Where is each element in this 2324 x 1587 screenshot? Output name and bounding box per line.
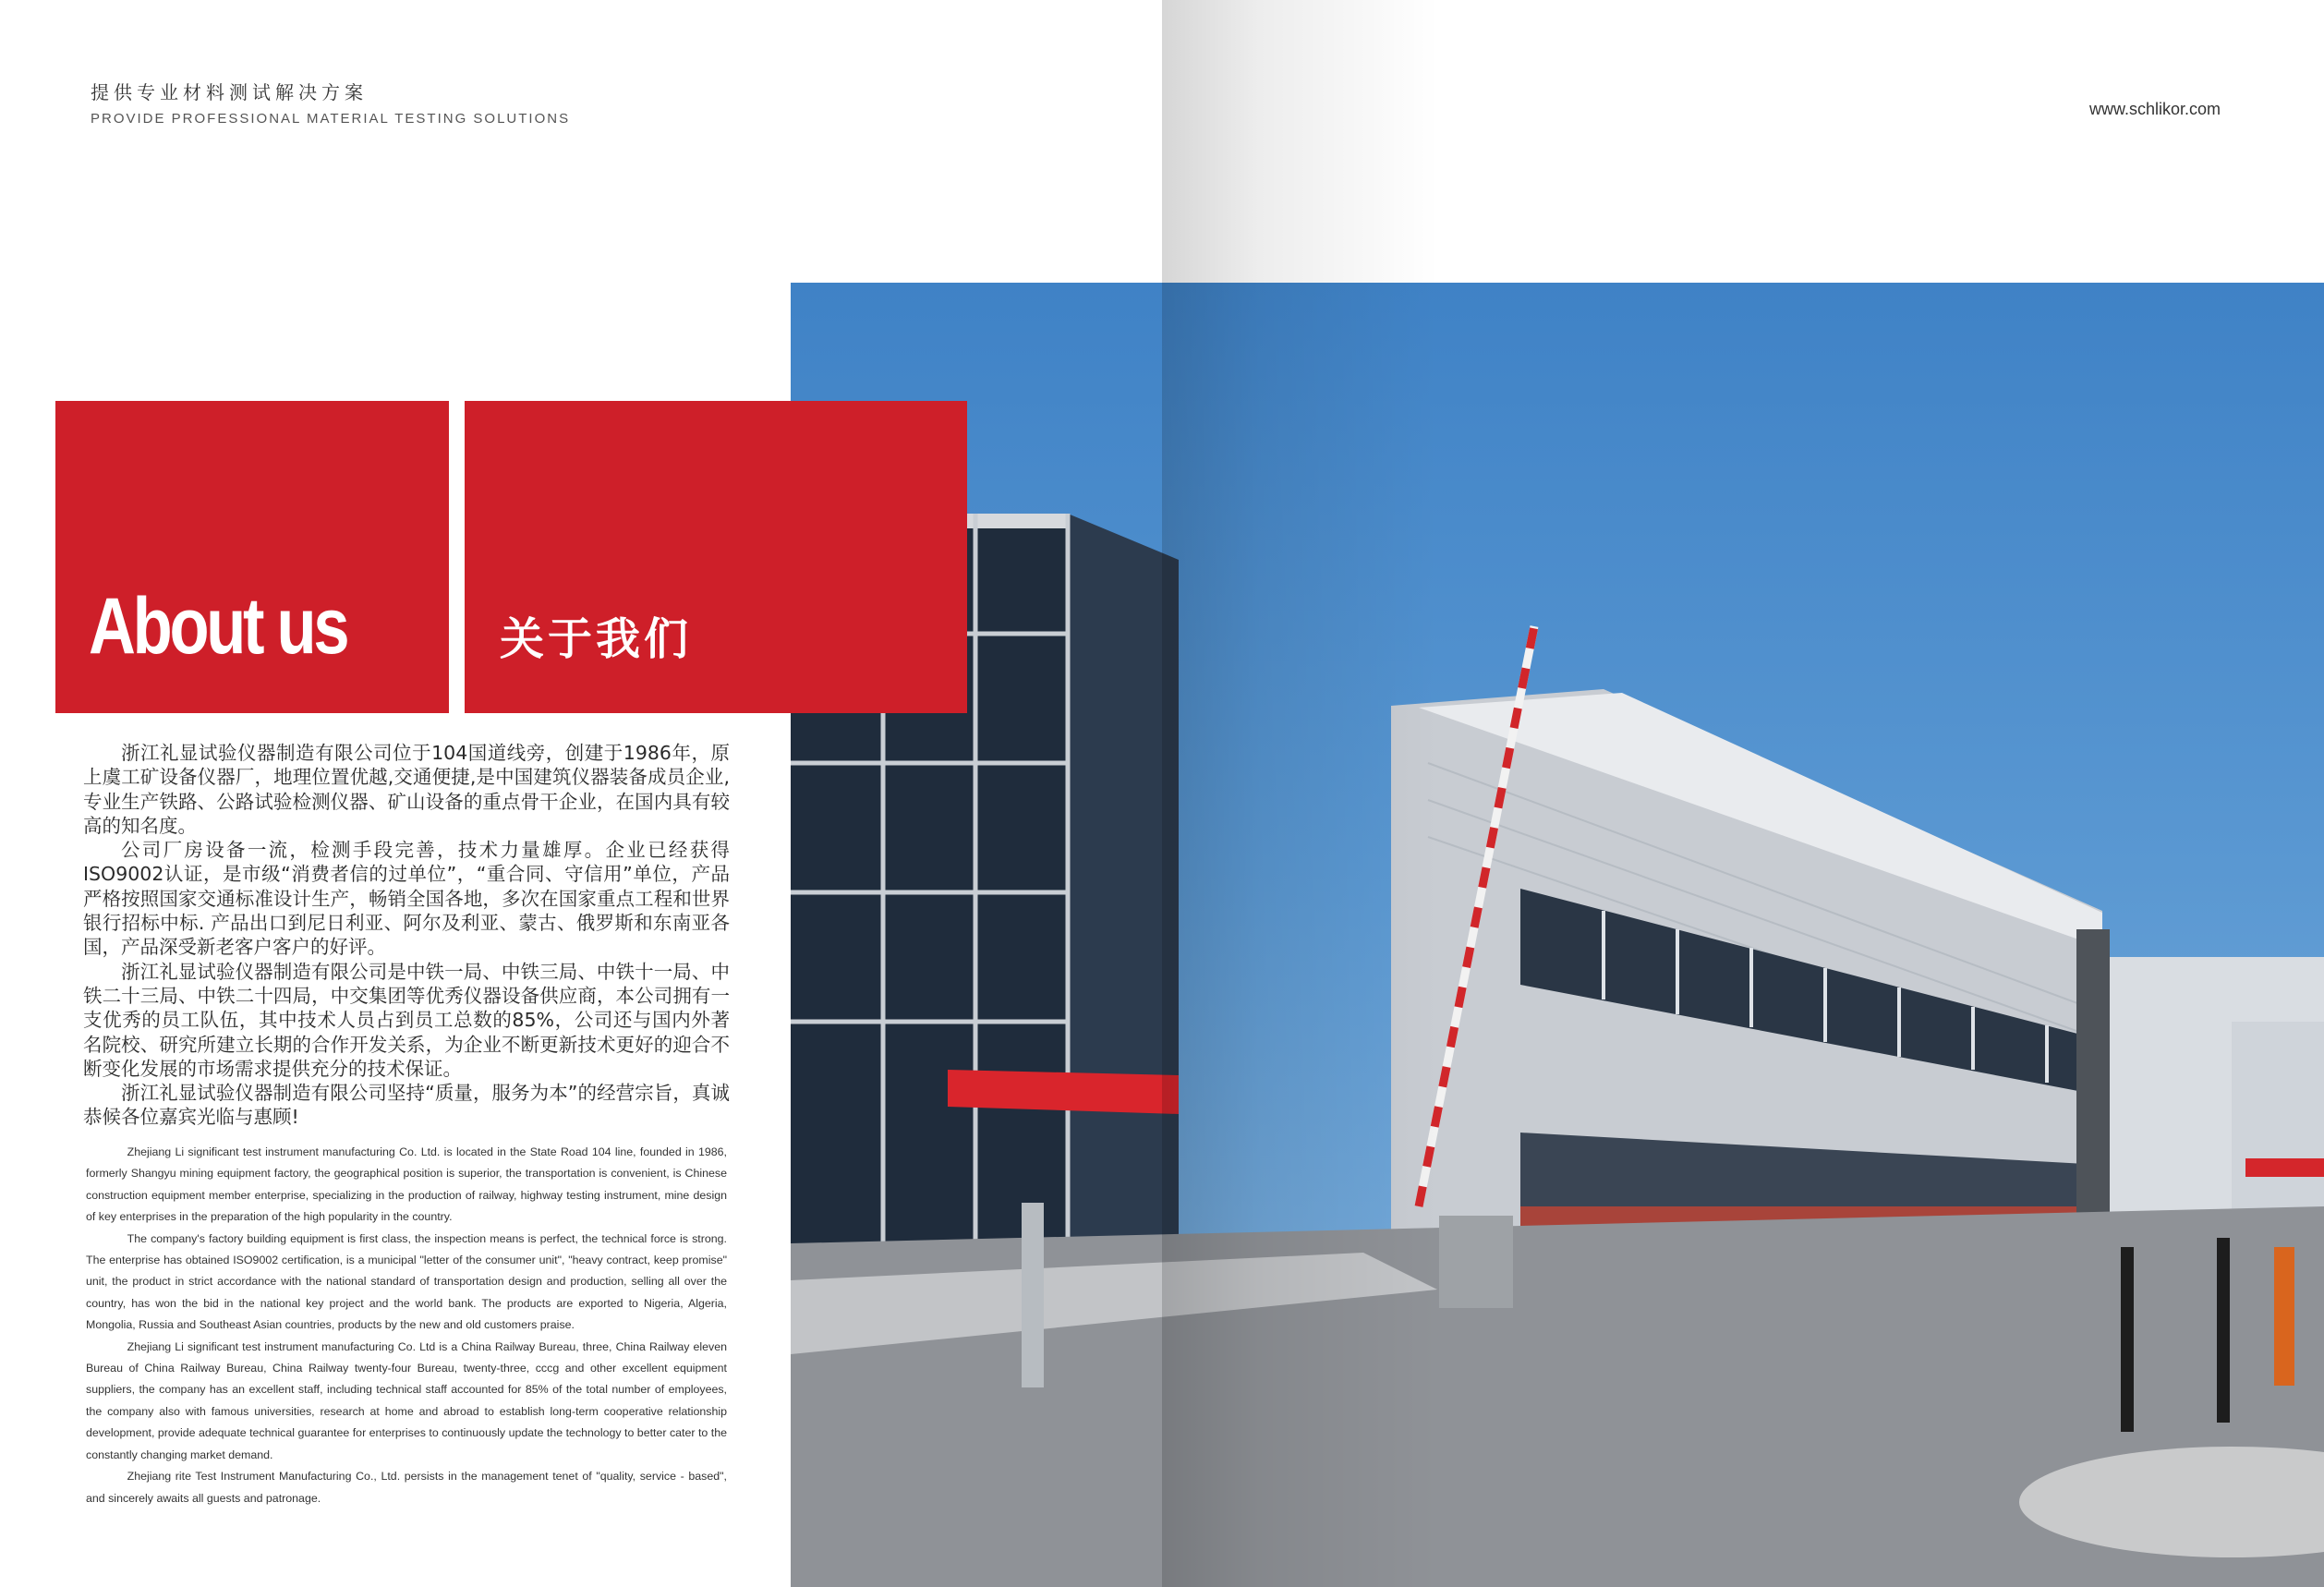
title-en: About us xyxy=(89,582,347,671)
tagline-cn: 提供专业材料测试解决方案 xyxy=(91,81,368,103)
body-en-paragraph: Zhejiang Li significant test instrument manufacturing Co. Ltd is a China Railway Bureau, three, China Railway eleven Bureau of China Railway Bureau, China Railway twenty-four Bureau, twenty-three, cccg and other excellent equipment suppliers, the company has an excellent staff, including technical staff accounted for 85% of the total number of employees, the company also with famous universities, research at home and abroad to establish long-term cooperative relationship development, provide adequate technical guarantee for enterprises to continuously update the technology to better cater to the constantly changing market demand. xyxy=(86,1339,727,1461)
website-link[interactable]: www.schlikor.com xyxy=(2089,100,2221,118)
building-photo xyxy=(791,283,2324,1587)
body-en-paragraph: Zhejiang rite Test Instrument Manufacturing Co., Ltd. persists in the management tenet of "quality, service - based", and sincerely awaits all guests and patronage. xyxy=(86,1470,727,1505)
body-cn-paragraph: 公司厂房设备一流，检测手段完善，技术力量雄厚。企业已经获得ISO9002认证，是市级“消费者信的过单位”，“重合同、守信用”单位，产品严格按照国家交通标准设计生产，畅销全国各地，多次在国家重点工程和世界银行招标中标. 产品出口到尼日利亚、阿尔及利亚、蒙古、俄罗斯和东南亚各国，产品深受新老客户客户的好评。 xyxy=(83,839,730,959)
body-cn xyxy=(83,741,730,1130)
tagline-en: PROVIDE PROFESSIONAL MATERIAL TESTING SOLUTIONS xyxy=(91,111,571,127)
title-cn: 关于我们 xyxy=(500,613,693,665)
body-cn-paragraph: 浙江礼显试验仪器制造有限公司是中铁一局、中铁三局、中铁十一局、中铁二十三局、中铁二十四局，中交集团等优秀仪器设备供应商，本公司拥有一支优秀的员工队伍，其中技术人员占到员工总数的85%，公司还与国内外著名院校、研究所建立长期的合作开发关系，为企业不断更新技术更好的迎合不断变化发展的市场需求提供充分的技术保证。 xyxy=(83,960,730,1080)
body-en-paragraph: The company's factory building equipment is first class, the inspection means is perfect, the technical force is strong. The enterprise has obtained ISO9002 certification, is a municipal "letter of the consumer unit", "heavy contract, keep promise" unit, the product in strict accordance with the national standard of transportation design and production, selling all over the country, has won the bid in the national key project and the world bank. The products are exported to Nigeria, Algeria, Mongolia, Russia and Southeast Asian countries, products by the new and old customers praise. xyxy=(86,1231,727,1332)
body-cn-paragraph: 浙江礼显试验仪器制造有限公司位于104国道线旁，创建于1986年，原上虞工矿设备仪器厂，地理位置优越,交通便捷,是中国建筑仪器装备成员企业,专业生产铁路、公路试验检测仪器、矿山设备的重点骨干企业，在国内具有较高的知名度。 xyxy=(83,742,730,837)
body-cn-paragraph: 浙江礼显试验仪器制造有限公司坚持“质量，服务为本”的经营宗旨，真诚恭候各位嘉宾光临与惠顾! xyxy=(83,1082,730,1129)
body-en-paragraph: Zhejiang Li significant test instrument manufacturing Co. Ltd. is located in the State Road 104 line, founded in 1986, formerly Shangyu mining equipment factory, the geographical position is superior, the transportation is convenient, is Chinese construction equipment member enterprise, specializing in the production of railway, highway testing instrument, mine design of key enterprises in the preparation of the high popularity in the country. xyxy=(86,1145,727,1224)
title-block-en xyxy=(55,401,449,713)
body-en xyxy=(86,1142,727,1509)
title-block-cn xyxy=(465,401,967,713)
